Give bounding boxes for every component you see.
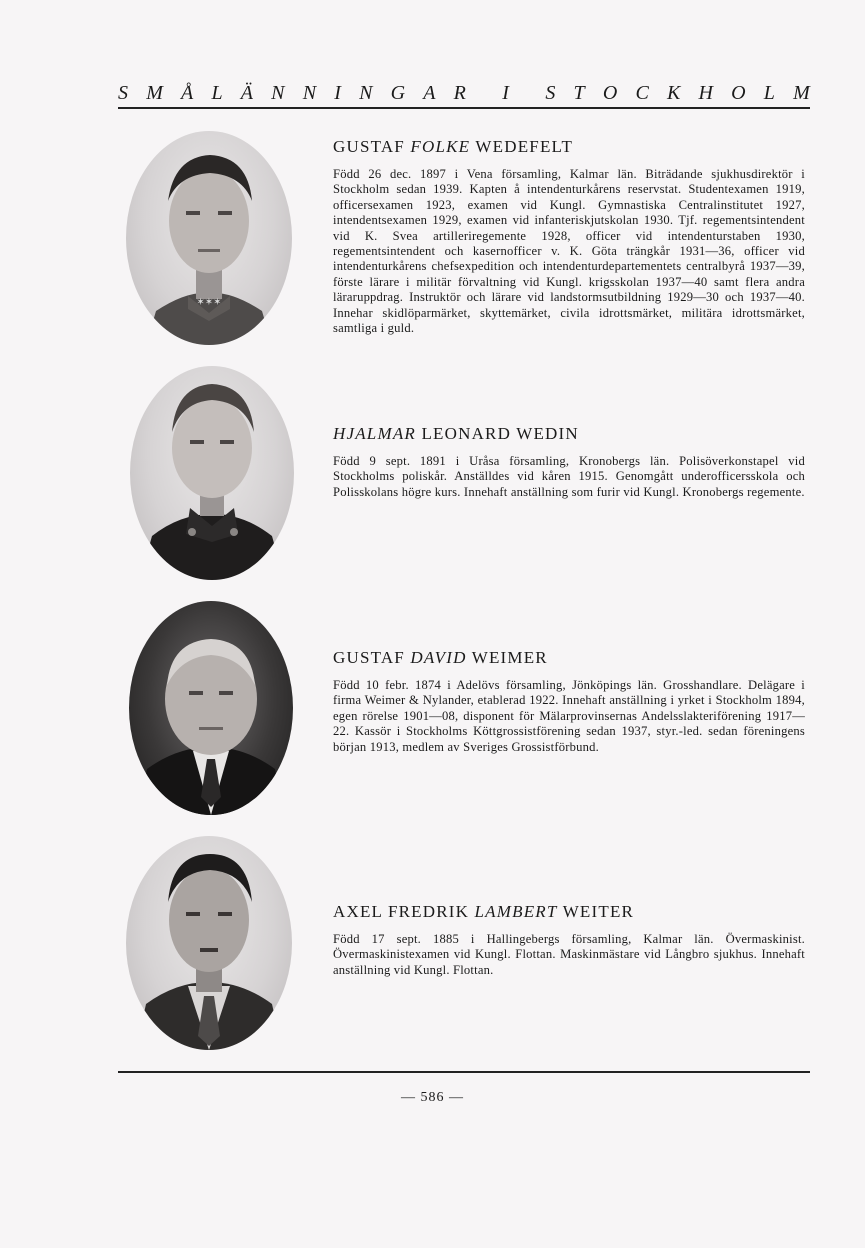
biography: Född 17 sept. 1885 i Hallingebergs församling, Kalmar län. Övermaskinist. Övermaskinistexamen vid Kungl. Flottan. Maskinmästare vid Långbro sjukhus. Innehaft anställning vid Kungl. Flottan. (333, 932, 805, 977)
header-letter: O (731, 82, 746, 104)
name-italic: LAMBERT (474, 902, 558, 921)
person-name (333, 902, 805, 922)
header-letter: Å (181, 82, 194, 104)
header-letter: K (666, 82, 681, 104)
header-letter: L (763, 82, 775, 104)
name-part: LEONARD WEDIN (416, 424, 579, 443)
biography: Född 9 sept. 1891 i Uråsa församling, Kronobergs län. Polisöverkonstapel vid Stockholms poliskår. Anställdes vid kåren 1915. Genomgått underofficersskola och Polisskolans högre kurs. Innehaft anställning som furir vid Kungl. Kronobergs regemente. (333, 454, 805, 499)
svg-text:✶✶✶: ✶✶✶ (196, 297, 222, 308)
portrait-weiter (126, 836, 292, 1050)
entry-wedin (333, 424, 805, 500)
header-letter: I (502, 82, 509, 104)
portrait-wedin (130, 366, 294, 580)
header-letter: L (211, 82, 223, 104)
header-letter: S (545, 82, 556, 104)
portrait-photo (126, 836, 292, 1050)
header-letter: T (573, 82, 585, 104)
person-name (333, 424, 805, 444)
portrait-photo (126, 131, 292, 345)
name-part: GUSTAF (333, 137, 411, 156)
header-letter: R (453, 82, 466, 104)
header-letter: N (359, 82, 373, 104)
footer-rule (118, 1071, 810, 1073)
person-name (333, 648, 805, 668)
header-letter: Ä (240, 82, 253, 104)
entry-wedefelt (333, 137, 805, 336)
header-letter: N (302, 82, 317, 104)
portrait-weimer (129, 601, 293, 815)
running-head (118, 82, 810, 105)
name-part: WEIMER (466, 648, 548, 667)
page-number: — 586 — (401, 1090, 464, 1105)
header-letter: S (118, 82, 128, 104)
biography: Född 26 dec. 1897 i Vena församling, Kalmar län. Biträdande sjukhusdirektör i Stockholm sedan 1939. Kapten å intendenturkårens reservstat. Studentexamen 1919, officersexamen 1923, examen vid Kungl. Gymnastiska Centralinstitutet 1927, intendentsexamen 1929, examen vid infanteriskjutskolan 1930. Tjf. regementsintendent vid K. Svea artilleriregemente 1928, officer vid intendenturstaben 1930, regementsintendent och kasernofficer v. K. Göta trängkår 1931—36, officer vid intendenturkårens chefsexpedition och intendenturdepartementets centralbyrå 1937—39, förste lärare i militär förvaltning vid Kungl. krigsskolan 1937—40 samt flera andra läraruppdrag. Instruktör och lärare vid landstormsutbildning 1929—30 och 1937—40. Innehar skidlöparmärket, skyttemärket, civila idrottsmärket, militära idrottsmärket, samtliga i guld. (333, 167, 805, 336)
header-letter: M (146, 82, 163, 104)
header-letter: M (793, 82, 810, 104)
name-italic: FOLKE (410, 137, 471, 156)
name-part: WEDEFELT (470, 137, 574, 156)
header-rule (118, 107, 810, 109)
name-italic: HJALMAR (333, 424, 416, 443)
person-name (333, 137, 805, 157)
name-italic: DAVID (410, 648, 467, 667)
header-letter: G (390, 82, 406, 104)
header-letter: H (698, 82, 713, 104)
name-part: GUSTAF (333, 648, 411, 667)
name-part: AXEL FREDRIK (333, 902, 475, 921)
header-letter: C (635, 82, 649, 104)
entry-weiter (333, 902, 805, 978)
header-letter: N (271, 82, 285, 104)
header-letter: I (334, 82, 341, 104)
entry-weimer (333, 648, 805, 755)
header-letter: A (423, 82, 436, 104)
portrait-photo (130, 366, 294, 580)
name-part: WEITER (557, 902, 635, 921)
header-letter: O (602, 82, 618, 104)
portrait-wedefelt (126, 131, 292, 345)
biography: Född 10 febr. 1874 i Adelövs församling, Jönköpings län. Grosshandlare. Delägare i firma Weimer & Nylander, etablerad 1922. Innehaft anställning i yrket i Stockholm 1894, egen rörelse 1901—08, disponent för Mälarprovinsernas Andelsslakteriförening 1917—22. Kassör i Stockholms Köttgrossistförening sedan 1937, styr.-led. sedan föreningens början 1913, medlem av Sveriges Grossistförbund. (333, 678, 805, 754)
portrait-photo (129, 601, 293, 815)
